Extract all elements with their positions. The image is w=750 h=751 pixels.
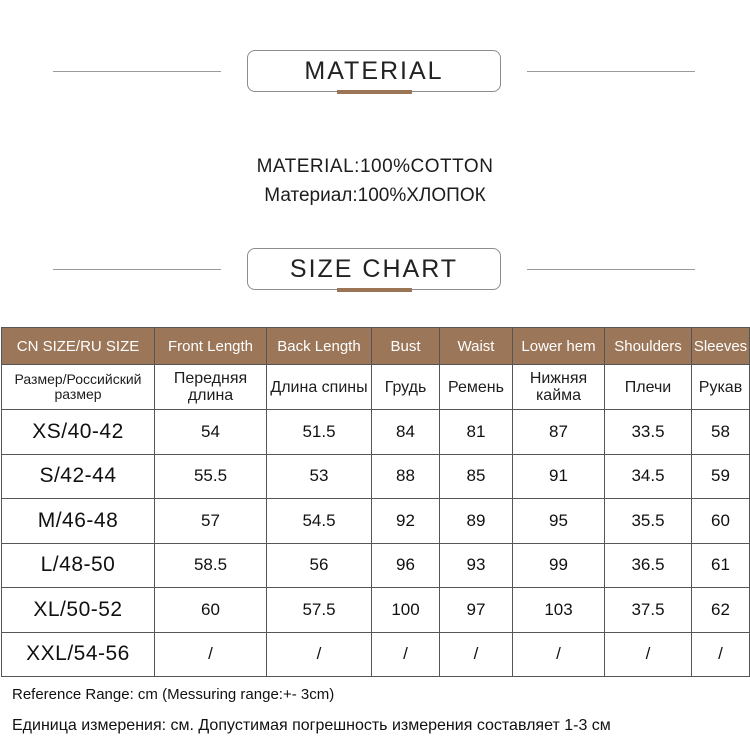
table-cell: / <box>155 632 267 677</box>
size-cell: M/46-48 <box>2 499 155 544</box>
title-accent-bar <box>337 288 412 292</box>
table-cell: 53 <box>267 454 372 499</box>
table-cell: 55.5 <box>155 454 267 499</box>
title-accent-bar <box>337 90 412 94</box>
table-row <box>2 410 750 455</box>
table-cell: 103 <box>513 588 605 633</box>
material-text-en: MATERIAL:100%COTTON <box>256 156 494 177</box>
column-header: Back Length <box>267 328 372 365</box>
table-cell: / <box>513 632 605 677</box>
column-header-ru: Рукав <box>692 365 750 410</box>
table-cell: 58.5 <box>155 543 267 588</box>
size-cell: L/48-50 <box>2 543 155 588</box>
table-cell: 57 <box>155 499 267 544</box>
table-cell: 61 <box>692 543 750 588</box>
table-cell: 54.5 <box>267 499 372 544</box>
size-cell: XS/40-42 <box>2 410 155 455</box>
table-cell: / <box>440 632 513 677</box>
divider-line <box>53 71 221 72</box>
divider-line <box>53 269 221 270</box>
table-cell: 95 <box>513 499 605 544</box>
table-cell: 36.5 <box>605 543 692 588</box>
table-cell: 57.5 <box>267 588 372 633</box>
header-row-ru <box>2 365 750 410</box>
size-chart-section-header <box>0 248 750 296</box>
column-header-ru: Плечи <box>605 365 692 410</box>
table-cell: 99 <box>513 543 605 588</box>
column-header-ru: Нижняя кайма <box>513 365 605 410</box>
table-row <box>2 454 750 499</box>
material-text-ru: Материал:100%ХЛОПОК <box>264 185 486 206</box>
column-header: Bust <box>372 328 440 365</box>
table-cell: 58 <box>692 410 750 455</box>
table-row <box>2 588 750 633</box>
column-header: Shoulders <box>605 328 692 365</box>
table-cell: 81 <box>440 410 513 455</box>
size-cell: XL/50-52 <box>2 588 155 633</box>
column-header-ru: Ремень <box>440 365 513 410</box>
column-header: CN SIZE/RU SIZE <box>2 328 155 365</box>
column-header: Lower hem <box>513 328 605 365</box>
table-cell: / <box>372 632 440 677</box>
column-header: Sleeves <box>692 328 750 365</box>
table-row <box>2 499 750 544</box>
table-cell: 87 <box>513 410 605 455</box>
size-cell: XXL/54-56 <box>2 632 155 677</box>
column-header: Waist <box>440 328 513 365</box>
table-cell: 51.5 <box>267 410 372 455</box>
table-cell: 89 <box>440 499 513 544</box>
reference-range-note: Reference Range: cm (Messuring range:+- 3cm) <box>12 686 335 703</box>
table-cell: 34.5 <box>605 454 692 499</box>
table-row <box>2 632 750 677</box>
table-cell: 33.5 <box>605 410 692 455</box>
table-cell: 92 <box>372 499 440 544</box>
table-cell: 35.5 <box>605 499 692 544</box>
header-row-en <box>2 328 750 365</box>
divider-line <box>527 269 695 270</box>
size-chart-title: SIZE CHART <box>289 254 459 283</box>
material-section-header <box>0 50 750 98</box>
table-cell: 93 <box>440 543 513 588</box>
table-cell: 97 <box>440 588 513 633</box>
column-header-ru: Размер/Российский размер <box>2 365 155 410</box>
table-cell: 96 <box>372 543 440 588</box>
column-header-ru: Грудь <box>372 365 440 410</box>
table-cell: 91 <box>513 454 605 499</box>
table-cell: 37.5 <box>605 588 692 633</box>
column-header: Front Length <box>155 328 267 365</box>
table-cell: 56 <box>267 543 372 588</box>
material-title: MATERIAL <box>304 56 444 85</box>
column-header-ru: Длина спины <box>267 365 372 410</box>
table-cell: / <box>267 632 372 677</box>
section-title-pill <box>247 248 501 290</box>
table-cell: 84 <box>372 410 440 455</box>
divider-line <box>527 71 695 72</box>
measurement-note-ru: Единица измерения: см. Допустимая погрешность измерения составляет 1-3 см <box>12 717 611 734</box>
section-title-pill <box>247 50 501 92</box>
table-cell: 59 <box>692 454 750 499</box>
table-cell: / <box>605 632 692 677</box>
table-cell: / <box>692 632 750 677</box>
table-cell: 54 <box>155 410 267 455</box>
table-cell: 62 <box>692 588 750 633</box>
table-cell: 85 <box>440 454 513 499</box>
table-cell: 100 <box>372 588 440 633</box>
table-cell: 60 <box>692 499 750 544</box>
table-cell: 60 <box>155 588 267 633</box>
table-cell: 88 <box>372 454 440 499</box>
size-chart-table <box>1 327 750 677</box>
table-row <box>2 543 750 588</box>
column-header-ru: Передняя длина <box>155 365 267 410</box>
size-cell: S/42-44 <box>2 454 155 499</box>
